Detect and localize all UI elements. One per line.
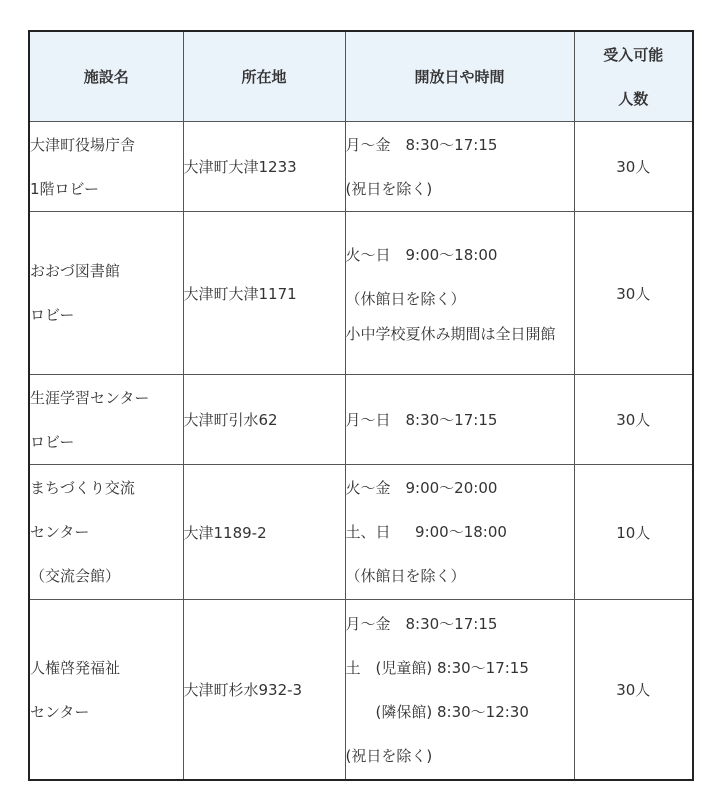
hours-line: (祝日を除く) <box>345 746 433 765</box>
hours-line: (隣保館) 8:30～12:30 <box>345 702 529 721</box>
address-text: 大津町引水62 <box>183 411 278 429</box>
header-hours-label: 開放日や時間 <box>414 68 505 86</box>
capacity-cell <box>574 465 693 600</box>
facility-name-line: 大津町役場庁舎 <box>30 135 136 154</box>
facility-name-cell <box>29 375 183 465</box>
table-row <box>29 212 693 375</box>
facility-table <box>28 30 694 781</box>
table-row <box>29 465 693 600</box>
facility-name-line: （交流会館） <box>30 567 121 585</box>
header-address <box>183 31 345 122</box>
table-header-row <box>29 31 693 122</box>
capacity-cell <box>574 375 693 465</box>
hours-line: 月～金 8:30～17:15 <box>345 614 498 633</box>
hours-cell <box>345 212 574 375</box>
address-text: 大津町大津1233 <box>183 158 297 176</box>
facility-name-line: ロビー <box>30 306 75 324</box>
hours-cell <box>345 122 574 212</box>
facility-name-line: センター <box>30 702 90 721</box>
hours-line: 小中学校夏休み期間は全日開館 <box>345 324 556 343</box>
header-capacity-label-line2: 人数 <box>618 89 649 108</box>
header-address-label: 所在地 <box>241 68 287 86</box>
hours-cell <box>345 375 574 465</box>
facility-name-cell <box>29 122 183 212</box>
table-row <box>29 600 693 781</box>
capacity-cell <box>574 212 693 375</box>
address-text: 大津1189-2 <box>183 523 267 542</box>
hours-cell <box>345 600 574 781</box>
address-text: 大津町大津1171 <box>183 284 297 303</box>
facility-name-cell <box>29 212 183 375</box>
hours-line: 月～金 8:30～17:15 <box>345 135 498 154</box>
hours-line: （休館日を除く） <box>345 289 466 308</box>
address-cell <box>183 212 345 375</box>
capacity-cell <box>574 122 693 212</box>
capacity-text: 30人 <box>616 681 651 699</box>
facility-name-line: センター <box>30 523 90 541</box>
facility-name-line: 生涯学習センター <box>30 388 150 407</box>
table-row <box>29 375 693 465</box>
capacity-text: 30人 <box>616 158 651 176</box>
address-cell <box>183 600 345 781</box>
facility-name-line: 人権啓発福祉 <box>30 658 121 677</box>
capacity-text: 10人 <box>616 523 651 542</box>
header-hours <box>345 31 574 122</box>
hours-line: (祝日を除く) <box>345 179 433 198</box>
header-capacity-label-line1: 受入可能 <box>603 45 664 64</box>
hours-line: 月～日 8:30～17:15 <box>345 410 498 429</box>
hours-line: （休館日を除く） <box>345 567 466 585</box>
facility-name-cell <box>29 600 183 781</box>
facility-name-line: おおづ図書館 <box>30 262 120 280</box>
hours-line: 土、日 9:00～18:00 <box>345 523 507 541</box>
header-capacity <box>574 31 693 122</box>
facility-name-line: 1階ロビー <box>30 179 99 198</box>
address-cell <box>183 465 345 600</box>
table-row <box>29 122 693 212</box>
capacity-cell <box>574 600 693 781</box>
hours-line: 火～日 9:00～18:00 <box>345 245 498 264</box>
address-cell <box>183 375 345 465</box>
hours-line: 土 (児童館) 8:30～17:15 <box>345 658 529 677</box>
facility-name-line: まちづくり交流 <box>30 479 135 497</box>
facility-name-cell <box>29 465 183 600</box>
header-facility-name-label: 施設名 <box>83 68 129 86</box>
address-text: 大津町杉水932-3 <box>183 681 303 699</box>
facility-name-line: ロビー <box>30 432 75 451</box>
address-cell <box>183 122 345 212</box>
header-facility-name <box>29 31 183 122</box>
hours-line: 火～金 9:00～20:00 <box>345 479 498 497</box>
capacity-text: 30人 <box>616 411 651 429</box>
capacity-text: 30人 <box>616 284 651 303</box>
hours-cell <box>345 465 574 600</box>
